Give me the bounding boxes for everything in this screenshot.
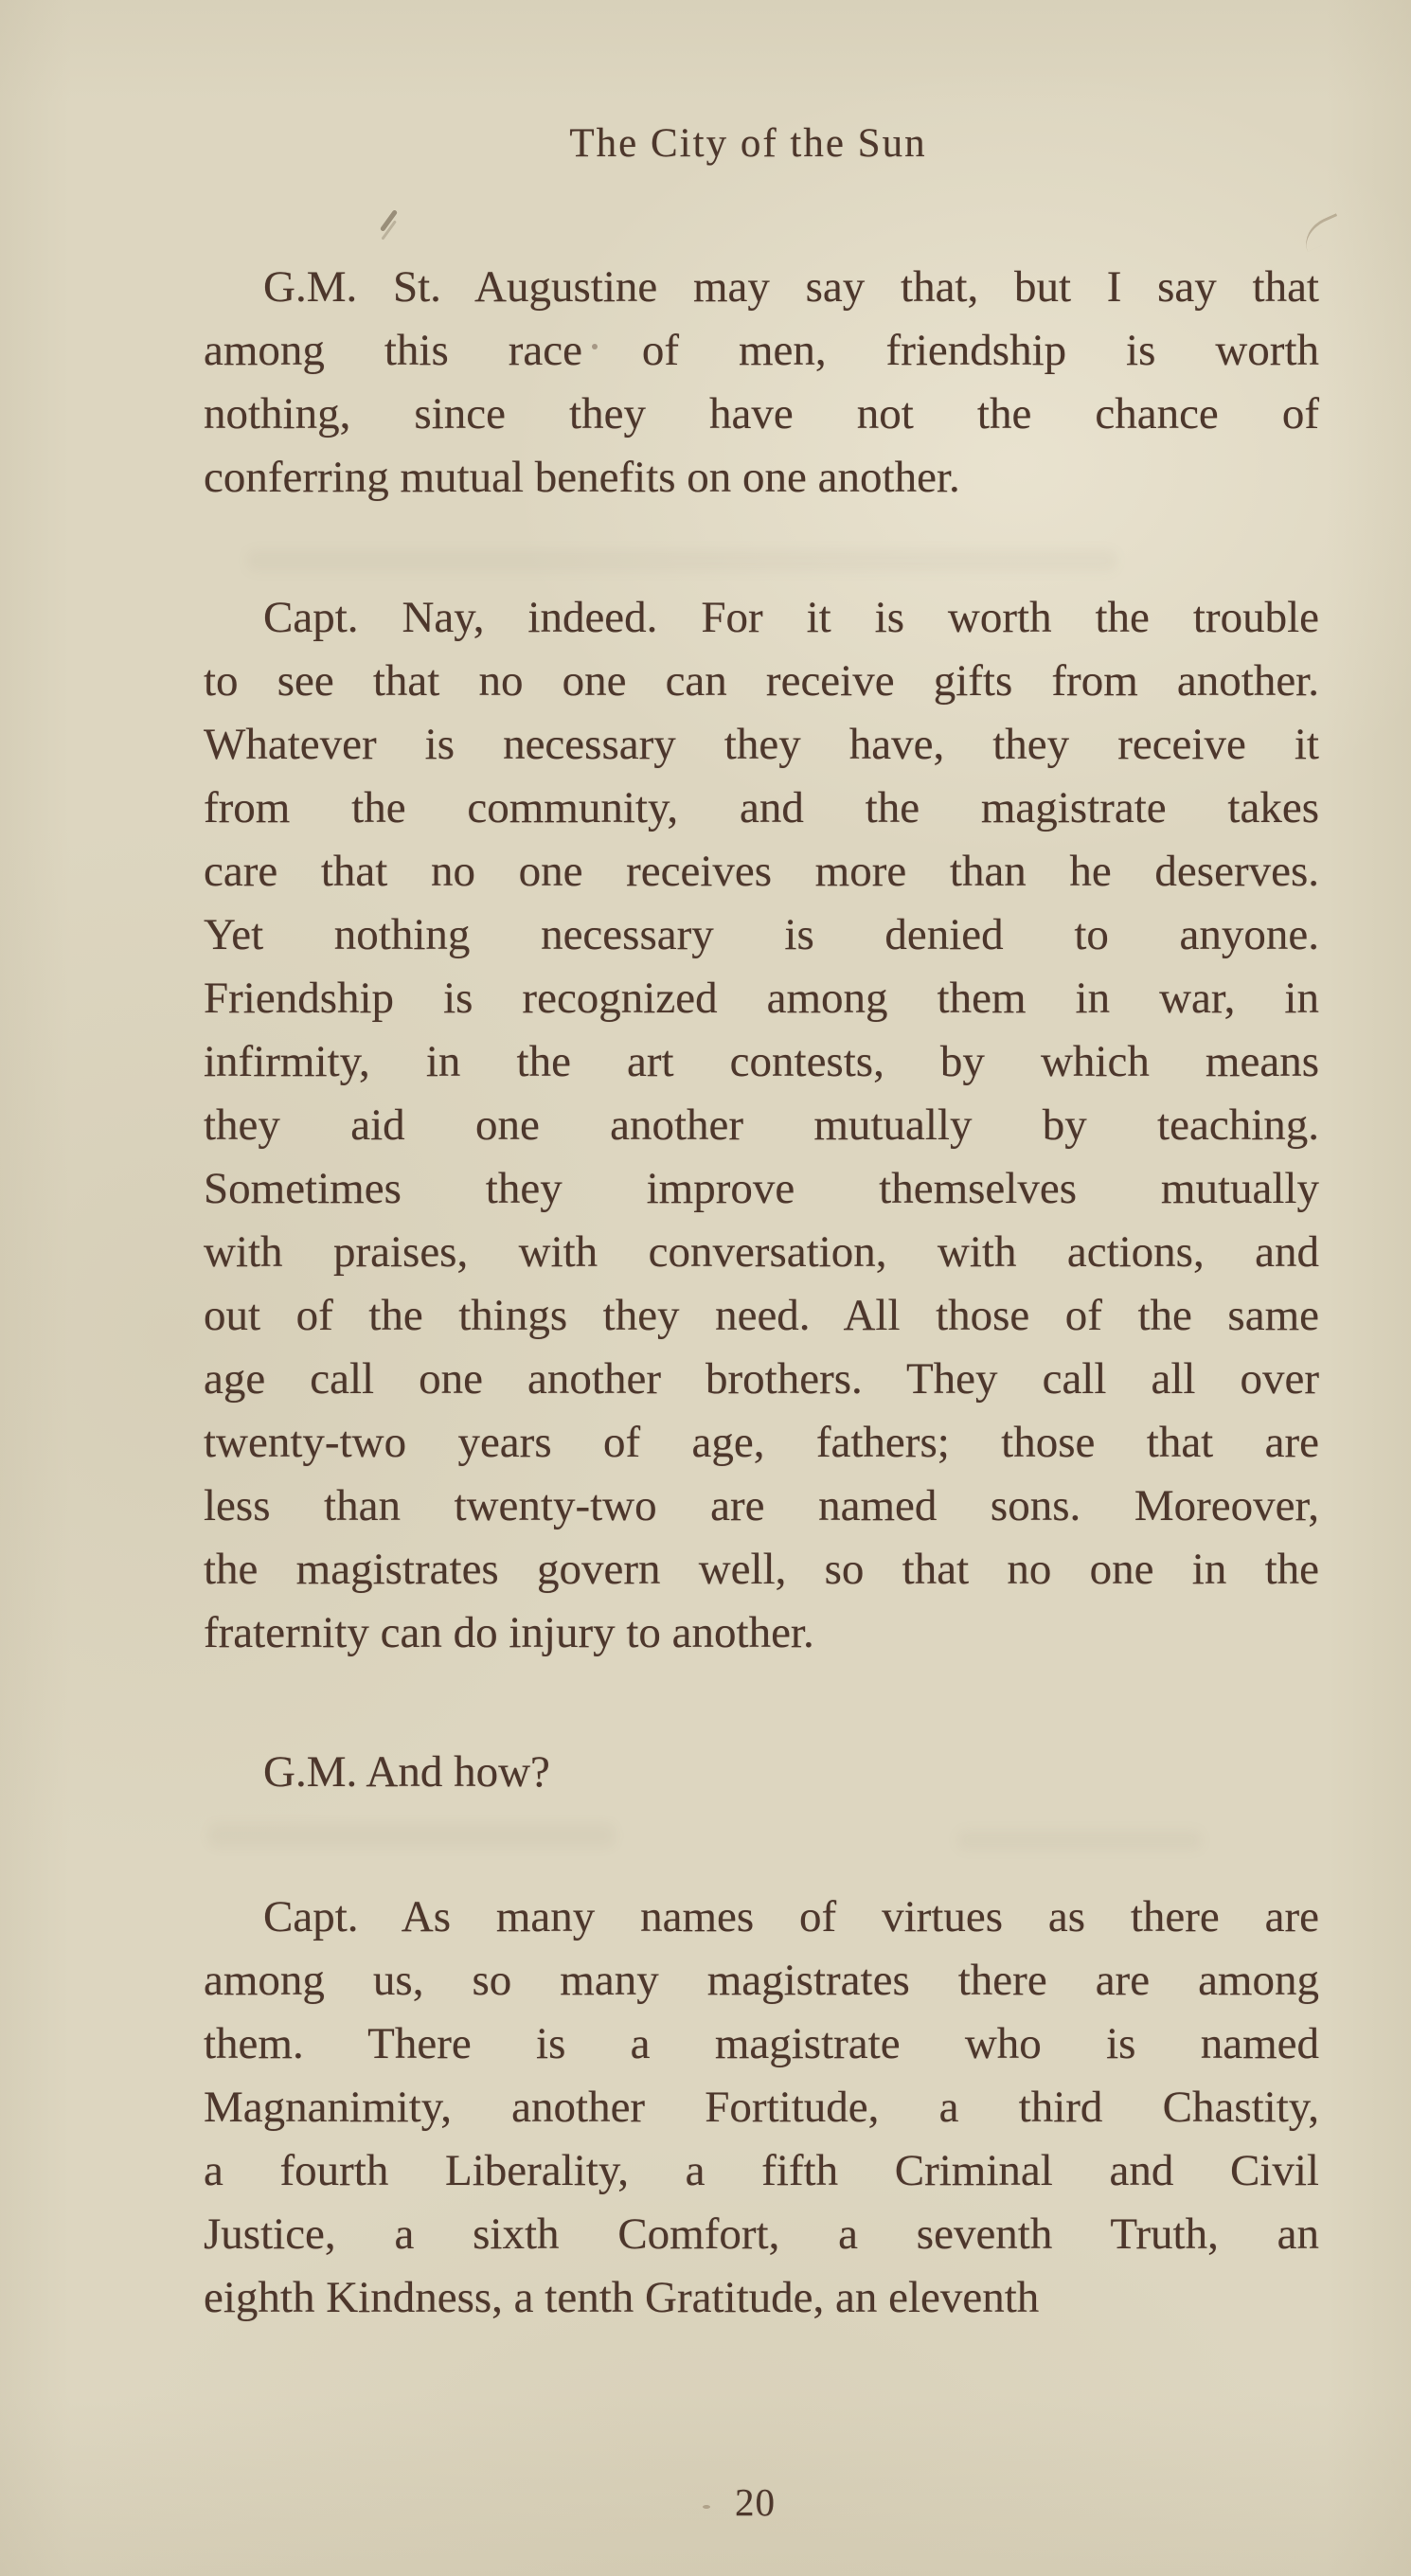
text-line: the magistrates govern well, so that no one in the <box>204 1545 1319 1594</box>
scratch-mark <box>1298 213 1346 252</box>
text-line: age call one another brothers. They call all over <box>204 1354 1319 1404</box>
text-line: G.M. St. Augustine may say that, but I say that <box>263 262 1319 312</box>
paragraph <box>204 256 1319 510</box>
text-line: twenty-two years of age, fathers; those that are <box>204 1418 1319 1467</box>
ink-smudge-mark <box>380 209 398 232</box>
show-through-ghost <box>208 1823 616 1848</box>
text-line: Whatever is necessary they have, they receive it <box>204 720 1319 769</box>
text-line: Justice, a sixth Comfort, a seventh Truth, an <box>204 2209 1319 2259</box>
text-line: to see that no one can receive gifts from another. <box>204 656 1319 706</box>
page-number: 20 <box>735 2480 776 2524</box>
text-line: G.M. And how? <box>263 1747 550 1797</box>
text-line: eighth Kindness, a tenth Gratitude, an eleventh <box>204 2273 1040 2322</box>
text-line: conferring mutual benefits on one another. <box>204 453 960 502</box>
running-header: The City of the Sun <box>569 121 927 166</box>
text-line: infirmity, in the art contests, by which means <box>204 1037 1319 1086</box>
text-line: they aid one another mutually by teaching. <box>204 1100 1319 1150</box>
text-line: less than twenty-two are named sons. Moreover, <box>204 1481 1319 1530</box>
text-line: from the community, and the magistrate takes <box>204 783 1319 832</box>
text-line: among us, so many magistrates there are among <box>204 1956 1319 2005</box>
text-line: Capt. As many names of virtues as there are <box>263 1892 1319 1941</box>
text-line: Yet nothing necessary is denied to anyone. <box>204 910 1319 959</box>
text-line: nothing, since they have not the chance of <box>204 389 1319 438</box>
text-line: Friendship is recognized among them in war, in <box>204 974 1319 1023</box>
text-line: out of the things they need. All those of the same <box>204 1291 1319 1340</box>
text-line: Magnanimity, another Fortitude, a third Chastity, <box>204 2083 1319 2132</box>
show-through-ghost <box>246 549 1117 572</box>
text-line: among this race of men, friendship is worth <box>204 326 1319 375</box>
paragraph <box>204 1886 1319 2330</box>
text-line: fraternity can do injury to another. <box>204 1608 814 1657</box>
ink-dot <box>592 344 598 349</box>
text-line: care that no one receives more than he deserves. <box>204 847 1319 896</box>
paragraph <box>204 1741 1319 1804</box>
ink-speck <box>703 2505 710 2509</box>
paragraph <box>204 586 1319 1665</box>
text-line: with praises, with conversation, with actions, and <box>204 1227 1319 1277</box>
text-line: Capt. Nay, indeed. For it is worth the trouble <box>263 593 1319 642</box>
text-line: a fourth Liberality, a fifth Criminal and Civil <box>204 2146 1319 2195</box>
show-through-ghost <box>956 1830 1203 1851</box>
text-line: them. There is a magistrate who is named <box>204 2019 1319 2068</box>
text-line: Sometimes they improve themselves mutually <box>204 1164 1319 1213</box>
